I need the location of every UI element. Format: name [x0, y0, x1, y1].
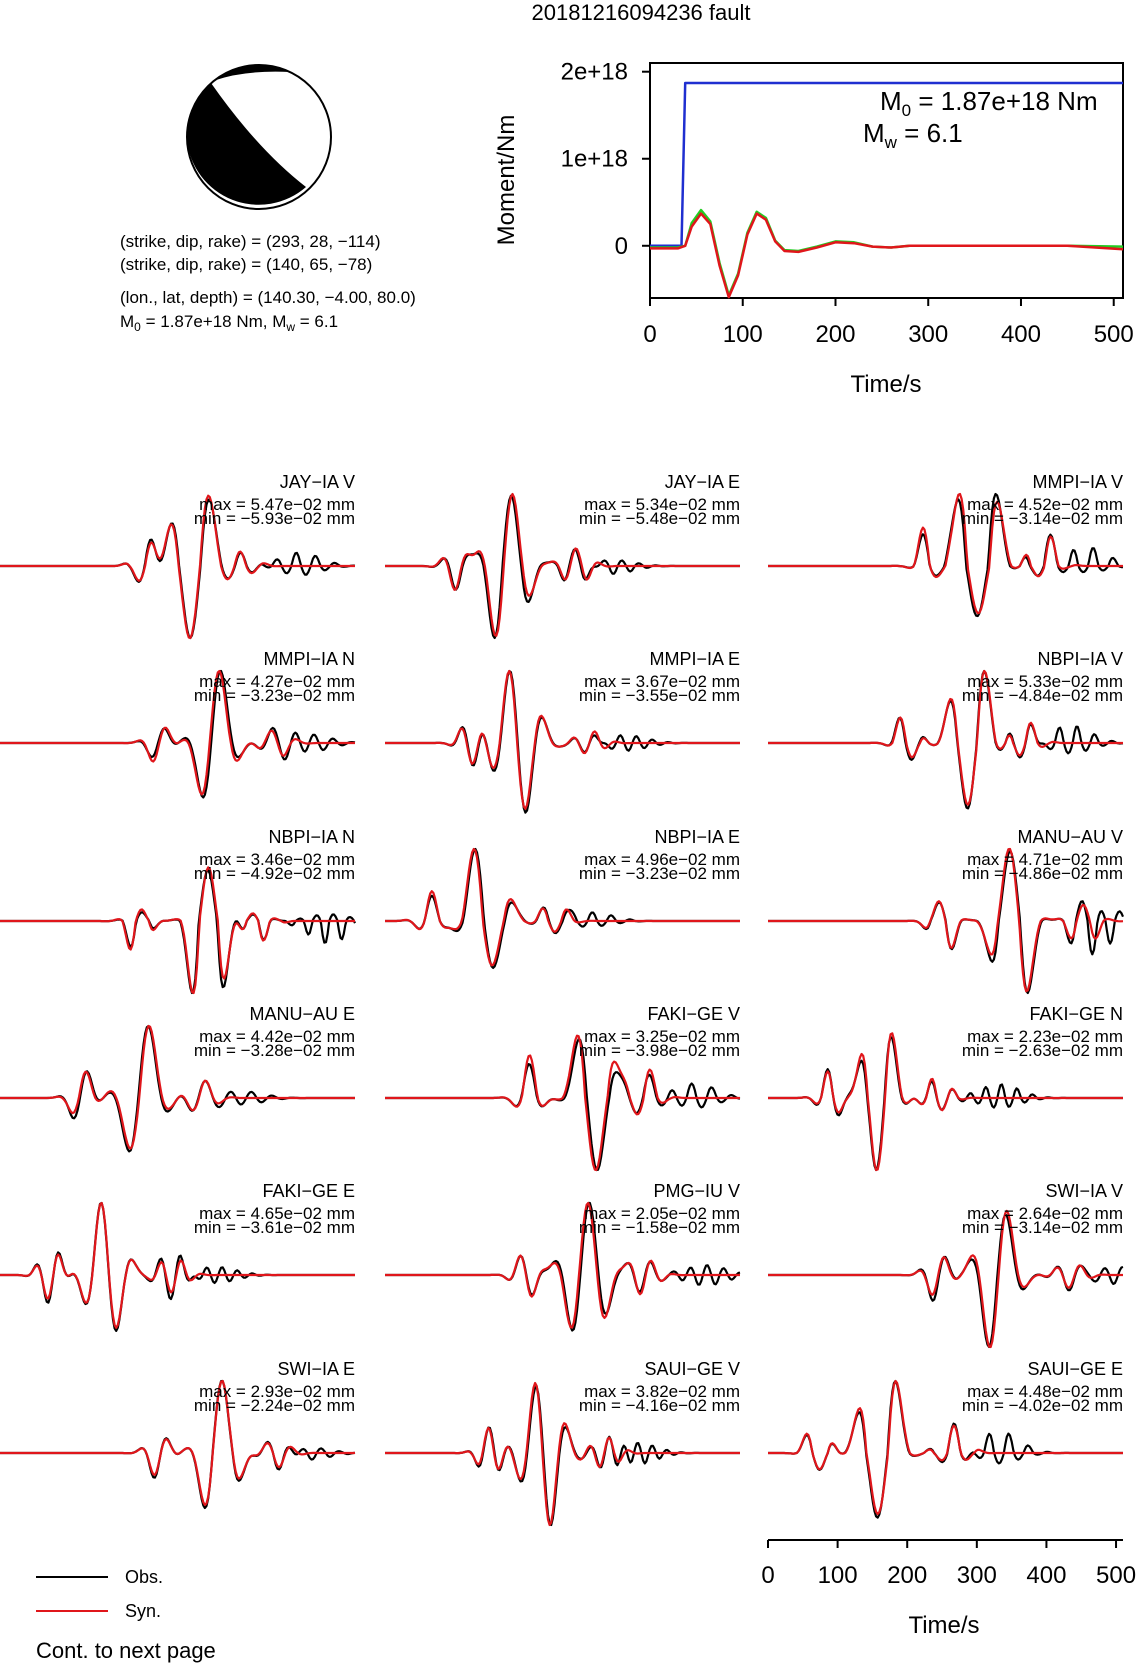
- synthetic-trace: [0, 867, 355, 993]
- trace-max-label: max = 3.46e−02 mm: [199, 850, 355, 869]
- stf-x-axis-label: Time/s: [850, 371, 922, 398]
- trace-min-label: min = −5.48e−02 mm: [578, 509, 740, 528]
- trace-max-label: max = 3.67e−02 mm: [584, 672, 740, 691]
- waveform-panel: [385, 649, 740, 813]
- mechanism-line-2: (strike, dip, rake) = (140, 65, −78): [120, 255, 373, 274]
- trace-max-label: max = 2.23e−02 mm: [967, 1027, 1123, 1046]
- mechanism-line-4: $M_0 = 1.87e+18$ Nm, $M_w = 6.1$: [120, 312, 339, 334]
- waveform-panel: [385, 827, 740, 968]
- station-label: JAY−IA E: [664, 472, 740, 492]
- trace-max-label: max = 3.25e−02 mm: [584, 1027, 740, 1046]
- stf-x-tick-label: 400: [1000, 321, 1042, 348]
- station-label: PMG−IU V: [653, 1181, 740, 1201]
- stf-panel: [493, 59, 1134, 398]
- station-label: MMPI−IA V: [1032, 472, 1123, 492]
- station-label: SAUI−GE V: [644, 1359, 740, 1379]
- time-axis-tick-label: 200: [887, 1562, 928, 1589]
- trace-min-label: min = −3.28e−02 mm: [193, 1041, 355, 1060]
- trace-min-label: min = −3.55e−02 mm: [578, 686, 740, 705]
- station-label: SAUI−GE E: [1027, 1359, 1123, 1379]
- mechanism-line-1: (strike, dip, rake) = (293, 28, −114): [120, 232, 381, 251]
- observed-trace: [0, 870, 355, 993]
- stf-rate-red-line: [650, 214, 1123, 298]
- waveform-panel: [0, 827, 355, 993]
- stf-x-tick-label: 0: [643, 321, 657, 348]
- station-label: MANU−AU V: [1017, 827, 1123, 847]
- station-label: NBPI−IA N: [268, 827, 355, 847]
- trace-min-label: min = −3.14e−02 mm: [961, 509, 1123, 528]
- stf-x-tick-label: 200: [815, 321, 856, 348]
- waveform-panel: [0, 1181, 355, 1331]
- trace-min-label: min = −4.02e−02 mm: [961, 1396, 1123, 1415]
- time-axis-tick-label: 500: [1096, 1562, 1137, 1589]
- waveform-panel: [768, 1004, 1123, 1170]
- trace-max-label: max = 2.05e−02 mm: [584, 1204, 740, 1223]
- waveform-grid: [0, 472, 1123, 1525]
- figure-title: 20181216094236 fault: [531, 0, 751, 25]
- trace-min-label: min = −4.92e−02 mm: [193, 864, 355, 883]
- waveform-panel: [385, 1181, 740, 1331]
- station-label: FAKI−GE N: [1029, 1004, 1123, 1024]
- trace-max-label: max = 3.82e−02 mm: [584, 1382, 740, 1401]
- trace-max-label: max = 4.27e−02 mm: [199, 672, 355, 691]
- legend-obs-label: Obs.: [125, 1567, 164, 1587]
- time-axis-tick-label: 400: [1026, 1562, 1067, 1589]
- waveform-panel: [0, 472, 355, 638]
- stf-y-tick-label: 0: [614, 232, 628, 260]
- waveform-panel: [768, 649, 1123, 808]
- station-label: FAKI−GE E: [262, 1181, 355, 1201]
- station-label: SWI−IA E: [277, 1359, 355, 1379]
- waveform-panel: [385, 1004, 740, 1170]
- trace-max-label: max = 5.33e−02 mm: [967, 672, 1123, 691]
- stf-mw-annotation: $M_w = 6.1$: [863, 118, 963, 152]
- trace-max-label: max = 4.42e−02 mm: [199, 1027, 355, 1046]
- station-label: FAKI−GE V: [647, 1004, 740, 1024]
- trace-min-label: min = −4.84e−02 mm: [961, 686, 1123, 705]
- waveform-panel: [385, 1359, 740, 1525]
- mechanism-info: [120, 232, 416, 334]
- trace-max-label: max = 2.64e−02 mm: [967, 1204, 1123, 1223]
- legend: [36, 1567, 163, 1621]
- stf-x-tick-label: 300: [908, 321, 949, 348]
- station-label: MMPI−IA E: [649, 649, 740, 669]
- trace-max-label: max = 2.93e−02 mm: [199, 1382, 355, 1401]
- station-label: JAY−IA V: [279, 472, 355, 492]
- trace-min-label: min = −4.16e−02 mm: [578, 1396, 740, 1415]
- mechanism-line-3: (lon., lat, depth) = (140.30, −4.00, 80.0): [120, 288, 416, 307]
- trace-max-label: max = 4.96e−02 mm: [584, 850, 740, 869]
- trace-min-label: min = −2.63e−02 mm: [961, 1041, 1123, 1060]
- waveform-panel: [0, 649, 355, 798]
- trace-max-label: max = 4.71e−02 mm: [967, 850, 1123, 869]
- trace-min-label: min = −3.98e−02 mm: [578, 1041, 740, 1060]
- stf-x-tick-label: 100: [722, 321, 763, 348]
- waveform-panel: [768, 827, 1123, 993]
- stf-y-axis-label: Moment/Nm: [493, 114, 520, 246]
- waveform-panel: [768, 1181, 1123, 1347]
- station-label: NBPI−IA E: [654, 827, 740, 847]
- station-label: SWI−IA V: [1045, 1181, 1123, 1201]
- trace-min-label: min = −1.58e−02 mm: [578, 1218, 740, 1237]
- trace-min-label: min = −3.23e−02 mm: [193, 686, 355, 705]
- trace-min-label: min = −3.61e−02 mm: [193, 1218, 355, 1237]
- trace-min-label: min = −3.14e−02 mm: [961, 1218, 1123, 1237]
- station-label: MANU−AU E: [249, 1004, 355, 1024]
- waveform-x-axis-label: Time/s: [908, 1612, 980, 1639]
- waveform-panel: [385, 472, 740, 638]
- waveform-panel: [768, 1359, 1123, 1518]
- time-axis-tick-label: 0: [761, 1562, 775, 1589]
- trace-min-label: min = −2.24e−02 mm: [193, 1396, 355, 1415]
- legend-syn-label: Syn.: [125, 1601, 162, 1621]
- time-axis-tick-label: 100: [817, 1562, 858, 1589]
- trace-min-label: min = −5.93e−02 mm: [193, 509, 355, 528]
- station-label: NBPI−IA V: [1037, 649, 1123, 669]
- waveform-panel: [768, 472, 1123, 616]
- trace-min-label: min = −4.86e−02 mm: [961, 864, 1123, 883]
- stf-y-tick-label: 2e+18: [560, 58, 628, 86]
- trace-max-label: max = 4.65e−02 mm: [199, 1204, 355, 1223]
- trace-min-label: min = −3.23e−02 mm: [578, 864, 740, 883]
- beachball: [187, 65, 331, 209]
- waveform-panel: [0, 1359, 355, 1508]
- stf-rate-green-line: [650, 210, 1123, 295]
- station-label: MMPI−IA N: [263, 649, 355, 669]
- time-axis-tick-label: 300: [956, 1562, 997, 1589]
- waveform-time-axis: [761, 1540, 1136, 1639]
- stf-x-tick-label: 500: [1093, 321, 1134, 348]
- waveform-panel: [0, 1004, 355, 1151]
- trace-max-label: max = 5.34e−02 mm: [584, 495, 740, 514]
- trace-max-label: max = 5.47e−02 mm: [199, 495, 355, 514]
- trace-max-label: max = 4.48e−02 mm: [967, 1382, 1123, 1401]
- trace-max-label: max = 4.52e−02 mm: [967, 495, 1123, 514]
- stf-m0-annotation: $M_0 = 1.87e+18$ Nm: [880, 86, 1098, 120]
- continuation-note: Cont. to next page: [36, 1638, 216, 1663]
- stf-y-tick-label: 1e+18: [560, 145, 628, 173]
